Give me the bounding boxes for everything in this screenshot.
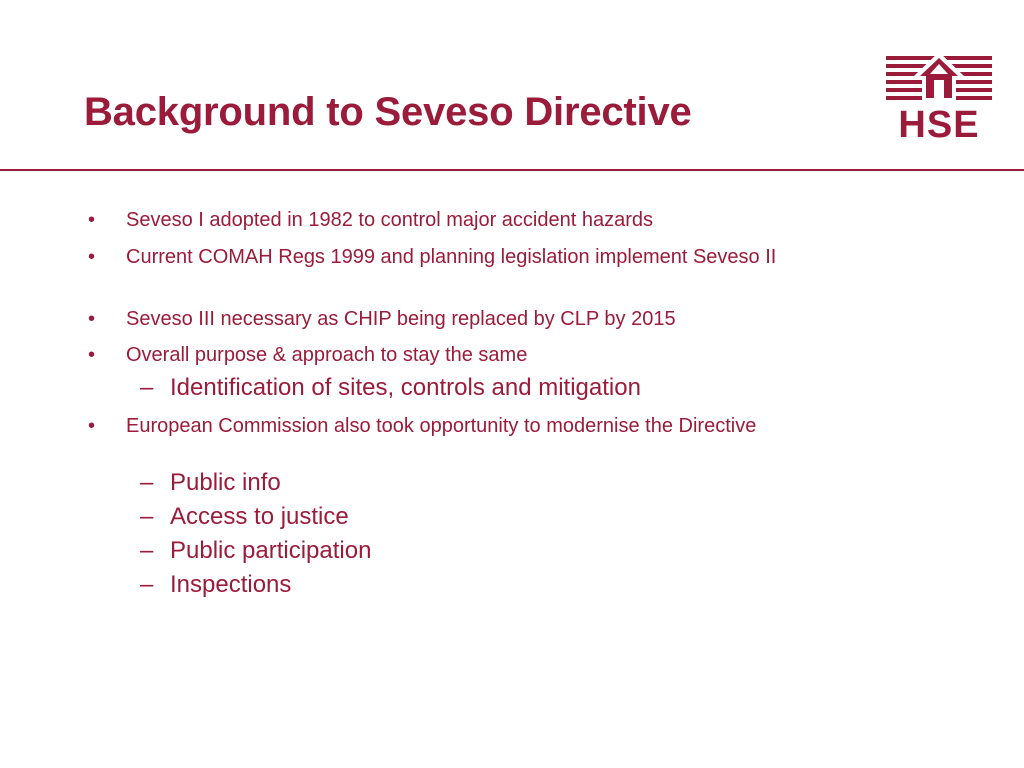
bullet-icon: • bbox=[88, 246, 96, 268]
bullet-item bbox=[88, 344, 868, 367]
sub-item bbox=[140, 469, 840, 497]
bullet-item bbox=[88, 246, 868, 269]
sub-item bbox=[140, 503, 840, 531]
sub-item bbox=[140, 571, 840, 599]
dash-icon: – bbox=[140, 503, 154, 530]
bullet-icon: • bbox=[88, 344, 96, 366]
bullet-icon: • bbox=[88, 415, 96, 437]
bullet-item bbox=[88, 415, 868, 438]
slide-title: Background to Seveso Directive bbox=[84, 90, 692, 134]
dash-icon: – bbox=[140, 571, 154, 598]
bullet-text: Current COMAH Regs 1999 and planning legislation implement Seveso II bbox=[126, 246, 777, 268]
bullet-icon: • bbox=[88, 308, 96, 330]
sub-item-text: Inspections bbox=[170, 571, 292, 598]
dash-icon: – bbox=[140, 469, 154, 496]
sub-item-text: Public participation bbox=[170, 537, 372, 564]
dash-icon: – bbox=[140, 374, 154, 401]
bullet-text: European Commission also took opportunity to modernise the Directive bbox=[126, 415, 757, 437]
sub-item bbox=[140, 374, 840, 402]
sub-item-text: Public info bbox=[170, 469, 281, 496]
bullet-text: Seveso I adopted in 1982 to control major accident hazards bbox=[126, 209, 653, 231]
bullet-text: Overall purpose & approach to stay the same bbox=[126, 344, 528, 366]
bullet-item bbox=[88, 308, 868, 331]
sub-item-text: Access to justice bbox=[170, 503, 349, 530]
bullet-text: Seveso III necessary as CHIP being replaced by CLP by 2015 bbox=[126, 308, 676, 330]
sub-item bbox=[140, 537, 840, 565]
dash-icon: – bbox=[140, 537, 154, 564]
sub-item-text: Identification of sites, controls and mitigation bbox=[170, 374, 641, 401]
bullet-icon: • bbox=[88, 209, 96, 231]
bullet-item bbox=[88, 209, 868, 232]
hse-logo-text: HSE bbox=[898, 104, 980, 146]
